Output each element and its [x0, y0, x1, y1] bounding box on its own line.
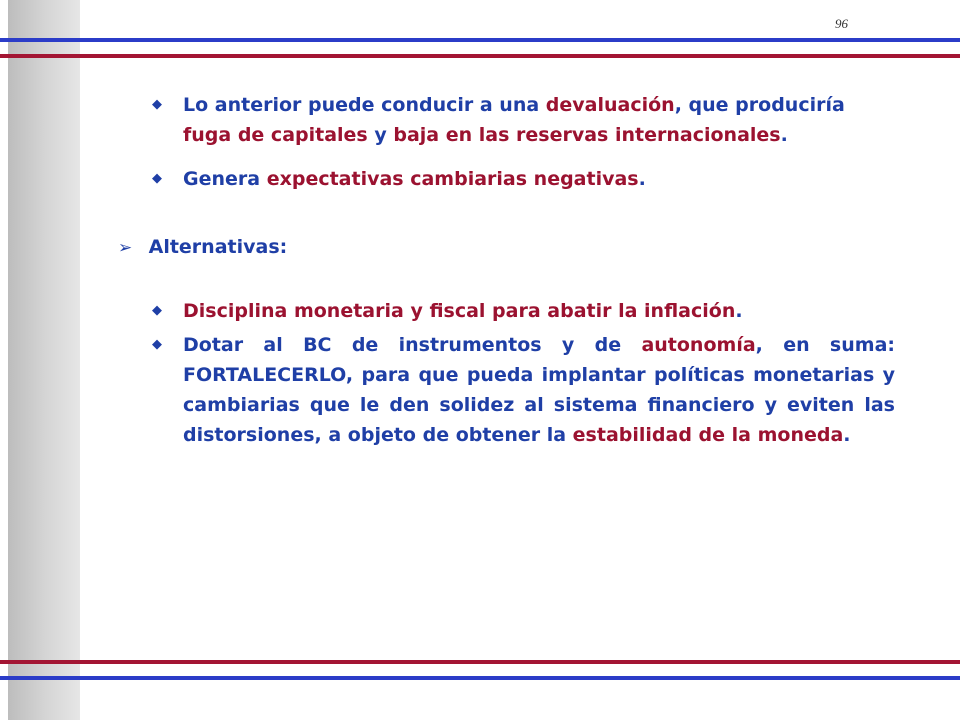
bullet-text: [183, 168, 646, 190]
highlight-text: devaluación: [545, 94, 675, 116]
body-text: y: [367, 124, 394, 146]
bullet-dotar-bc: [152, 330, 895, 450]
body-text: Dotar al BC de instrumentos y de: [183, 334, 642, 356]
arrow-icon: ➢: [118, 238, 133, 258]
highlight-text: expectativas cambiarias negativas: [266, 168, 639, 190]
highlight-text: estabilidad de la moneda: [572, 424, 844, 446]
body-text: Lo anterior puede conducir a una: [183, 94, 546, 116]
body-text: .: [843, 424, 851, 446]
highlight-text: fuga de capitales: [183, 124, 368, 146]
alternatives-heading-text: Alternativas:: [148, 236, 288, 258]
bullet-text: [183, 334, 895, 446]
body-text: , en suma: FORTALECERLO, para que pueda implantar políticas monetarias y cambiarias que le den solidez al sistema financiero y eviten las distorsiones, a objeto de obtener la: [183, 334, 895, 446]
diamond-icon: ◆: [152, 303, 162, 318]
body-text: , que produciría: [674, 94, 845, 116]
diamond-icon: ◆: [152, 337, 162, 352]
page-number: 96: [835, 16, 848, 31]
bullet-devaluacion: [152, 90, 895, 150]
bullet-disciplina: [152, 296, 895, 326]
alternatives-heading: [120, 232, 287, 263]
body-text: .: [638, 168, 646, 190]
diamond-icon: ◆: [152, 171, 162, 186]
bullet-expectativas: [152, 164, 895, 194]
highlight-text: Disciplina monetaria y fiscal para abatir la inflación: [183, 300, 736, 322]
body-text: .: [735, 300, 743, 322]
body-text: .: [780, 124, 788, 146]
bullet-text: [183, 94, 845, 146]
highlight-text: autonomía: [641, 334, 756, 356]
body-text: Genera: [183, 168, 267, 190]
highlight-text: baja en las reservas internacionales: [393, 124, 781, 146]
diamond-icon: ◆: [152, 97, 162, 112]
bullet-text: [183, 300, 743, 322]
